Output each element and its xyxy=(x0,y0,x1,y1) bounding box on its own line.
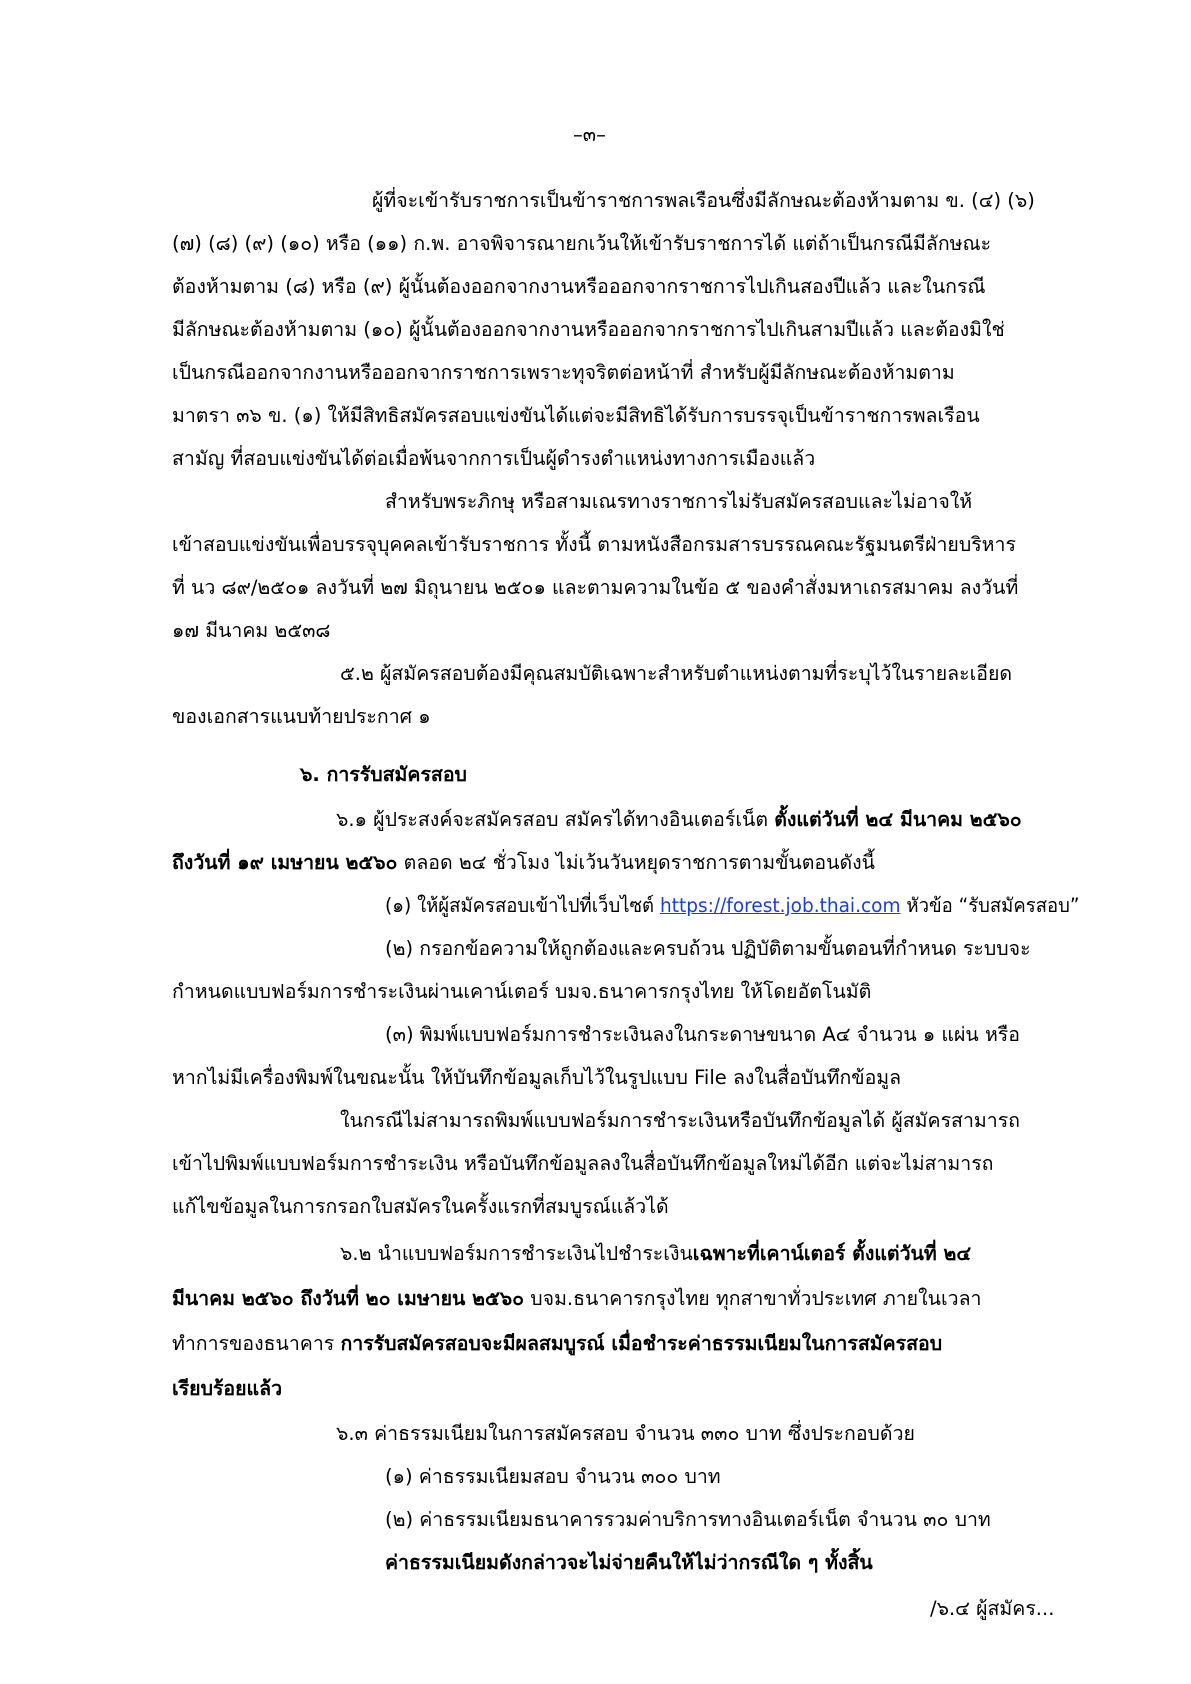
note-line2: เข้าไปพิมพ์แบบฟอร์มการชำระเงิน หรือบันทึกข้อมูลลงในสื่อบันทึกข้อมูลใหม่ได้อีก แต่จะไม่สามารถ xyxy=(172,1152,994,1175)
s62-line3-bold: การรับสมัครสอบจะมีผลสมบูรณ์ เมื่อชำระค่าธรรมเนียมในการสมัครสอบ xyxy=(340,1332,943,1355)
s61-line2-text: ตลอด ๒๔ ชั่วโมง ไม่เว้นวันหยุดราชการตามขั้นตอนดังนี้ xyxy=(397,851,875,874)
para2-line1: สำหรับพระภิกษุ หรือสามเณรทางราชการไม่รับสมัครสอบและไม่อาจให้ xyxy=(385,490,973,513)
s63-line1: ๖.๓ ค่าธรรมเนียมในการสมัครสอบ จำนวน ๓๓๐ บาท ซึ่งประกอบด้วย xyxy=(336,1422,915,1445)
s62-line3 xyxy=(172,1329,942,1359)
note-line3: แก้ไขข้อมูลในการกรอกใบสมัครในครั้งแรกที่สมบูรณ์แล้วได้ xyxy=(172,1195,669,1218)
s62-line1 xyxy=(340,1239,971,1269)
step3-line1: (๓) พิมพ์แบบฟอร์มการชำระเงินลงในกระดาษขนาด A๔ จำนวน ๑ แผ่น หรือ xyxy=(385,1023,1020,1046)
para1-line7: สามัญ ที่สอบแข่งขันได้ต่อเมื่อพ้นจากการเป็นผู้ดำรงตำแหน่งทางการเมืองแล้ว xyxy=(172,447,816,470)
para3-line2: ของเอกสารแนบท้ายประกาศ ๑ xyxy=(172,705,431,728)
fee-note: ค่าธรรมเนียมดังกล่าวจะไม่จ่ายคืนให้ไม่ว่ากรณีใด ๆ ทั้งสิ้น xyxy=(385,1551,873,1574)
para2-line3: ที่ นว ๘๙/๒๕๐๑ ลงวันที่ ๒๗ มิถุนายน ๒๕๐๑ และตามความในข้อ ๕ ของคำสั่งมหาเถรสมาคม ลงวันที่ xyxy=(172,576,1019,599)
page-number: –๓– xyxy=(573,123,606,146)
para1-line1: ผู้ที่จะเข้ารับราชการเป็นข้าราชการพลเรือนซึ่งมีลักษณะต้องห้ามตาม ข. (๔) (๖) xyxy=(372,189,1035,212)
s61-line1 xyxy=(336,805,1022,835)
note-line1: ในกรณีไม่สามารถพิมพ์แบบฟอร์มการชำระเงินหรือบันทึกข้อมูลได้ ผู้สมัครสามารถ xyxy=(340,1109,1020,1132)
s62-line1-bold: เฉพาะที่เคาน์เตอร์ ตั้งแต่วันที่ ๒๔ xyxy=(692,1242,972,1265)
para2-line4: ๑๗ มีนาคม ๒๕๓๘ xyxy=(172,619,331,642)
website-link[interactable]: https://forest.job.thai.com xyxy=(659,894,901,917)
s62-line2-text: บจม.ธนาคารกรุงไทย ทุกสาขาทั่วประเทศ ภายในเวลา xyxy=(524,1287,982,1310)
step1-text-end: หัวข้อ “รับสมัครสอบ” xyxy=(900,894,1080,917)
s61-line2-bold: ถึงวันที่ ๑๙ เมษายน ๒๕๖๐ xyxy=(172,851,398,874)
step2-line2: กำหนดแบบฟอร์มการชำระเงินผ่านเคาน์เตอร์ บมจ.ธนาคารกรุงไทย ให้โดยอัตโนมัติ xyxy=(172,980,872,1003)
step2-line1: (๒) กรอกข้อความให้ถูกต้องและครบถ้วน ปฏิบัติตามขั้นตอนที่กำหนด ระบบจะ xyxy=(385,937,1031,960)
para1-line5: เป็นกรณีออกจากงานหรือออกจากราชการเพราะทุจริตต่อหน้าที่ สำหรับผู้มีลักษณะต้องห้ามตาม xyxy=(172,361,955,384)
s62-line2 xyxy=(172,1284,981,1314)
step3-line2: หากไม่มีเครื่องพิมพ์ในขณะนั้น ให้บันทึกข้อมูลเก็บไว้ในรูปแบบ File ลงในสื่อบันทึกข้อมูล xyxy=(172,1066,902,1089)
para2-line2: เข้าสอบแข่งขันเพื่อบรรจุบุคคลเข้ารับราชการ ทั้งนี้ ตามหนังสือกรมสารบรรณคณะรัฐมนตรีฝ่ายบริหาร xyxy=(172,533,1016,556)
s62-line1-text: ๖.๒ นำแบบฟอร์มการชำระเงินไปชำระเงิน xyxy=(340,1242,693,1265)
fee-item-2: (๒) ค่าธรรมเนียมธนาคารรวมค่าบริการทางอินเตอร์เน็ต จำนวน ๓๐ บาท xyxy=(385,1508,991,1531)
s62-line4: เรียบร้อยแล้ว xyxy=(172,1377,283,1400)
section-heading: ๖. การรับสมัครสอบ xyxy=(300,763,467,786)
s61-line2 xyxy=(172,848,875,878)
s61-line1-bold: ตั้งแต่วันที่ ๒๔ มีนาคม ๒๕๖๐ xyxy=(774,808,1022,831)
step1-text: (๑) ให้ผู้สมัครสอบเข้าไปที่เว็บไซต์ xyxy=(385,894,660,917)
para1-line2: (๗) (๘) (๙) (๑๐) หรือ (๑๑) ก.พ. อาจพิจารณายกเว้นให้เข้ารับราชการได้ แต่ถ้าเป็นกรณีมีลักษณะ xyxy=(172,232,992,255)
step1-line xyxy=(385,891,1079,921)
para1-line4: มีลักษณะต้องห้ามตาม (๑๐) ผู้นั้นต้องออกจากงานหรือออกจากราชการไปเกินสามปีแล้ว และต้องมิใช่ xyxy=(172,318,1005,341)
s62-line3-text: ทำการของธนาคาร xyxy=(172,1332,341,1355)
para3-line1: ๕.๒ ผู้สมัครสอบต้องมีคุณสมบัติเฉพาะสำหรับตำแหน่งตามที่ระบุไว้ในรายละเอียด xyxy=(340,662,1013,685)
s61-line1-text: ๖.๑ ผู้ประสงค์จะสมัครสอบ สมัครได้ทางอินเตอร์เน็ต xyxy=(336,808,775,831)
continuation-marker: /๖.๔ ผู้สมัคร... xyxy=(930,1597,1055,1620)
para1-line3: ต้องห้ามตาม (๘) หรือ (๙) ผู้นั้นต้องออกจากงานหรือออกจากราชการไปเกินสองปีแล้ว และในกรณี xyxy=(172,275,986,298)
para1-line6: มาตรา ๓๖ ข. (๑) ให้มีสิทธิสมัครสอบแข่งขันได้แต่จะมีสิทธิได้รับการบรรจุเป็นข้าราชการพลเรือน xyxy=(172,404,980,427)
s62-line2-bold: มีนาคม ๒๕๖๐ ถึงวันที่ ๒๐ เมษายน ๒๕๖๐ xyxy=(172,1287,525,1310)
fee-item-1: (๑) ค่าธรรมเนียมสอบ จำนวน ๓๐๐ บาท xyxy=(385,1465,721,1488)
